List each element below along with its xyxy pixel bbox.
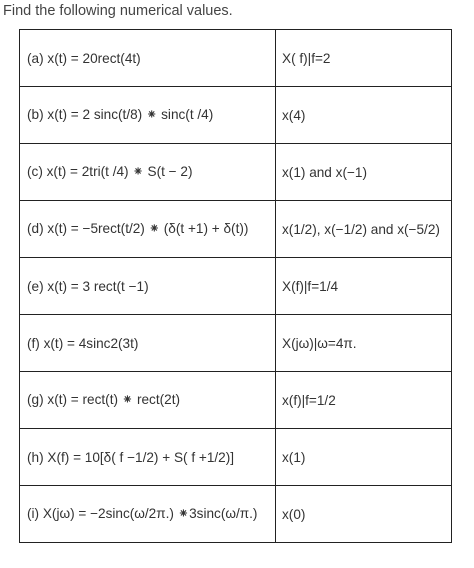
table-row — [20, 486, 452, 543]
expression-cell: (g) x(t) = rect(t) ⁕ rect(2t) — [20, 372, 276, 429]
find-cell: x(4) — [276, 87, 452, 144]
expression-cell: (c) x(t) = 2tri(t /4) ⁕ S(t − 2) — [20, 144, 276, 201]
expression-cell: (a) x(t) = 20rect(4t) — [20, 30, 276, 87]
expression-cell: (h) X(f) = 10[δ( f −1/2) + S( f +1/2)] — [20, 429, 276, 486]
find-cell: x(1/2), x(−1/2) and x(−5/2) — [276, 201, 452, 258]
table-row — [20, 258, 452, 315]
table-row — [20, 372, 452, 429]
table-row — [20, 144, 452, 201]
expression-cell: (i) X(jω) = −2sinc(ω/2π.) ⁕3sinc(ω/π.) — [20, 486, 276, 543]
find-cell: x(f)|f=1/2 — [276, 372, 452, 429]
table-row — [20, 315, 452, 372]
expression-cell: (b) x(t) = 2 sinc(t/8) ⁕ sinc(t /4) — [20, 87, 276, 144]
find-cell: x(1) and x(−1) — [276, 144, 452, 201]
find-cell: X(jω)|ω=4π. — [276, 315, 452, 372]
find-cell: X(f)|f=1/4 — [276, 258, 452, 315]
table-row — [20, 87, 452, 144]
expression-cell: (d) x(t) = −5rect(t/2) ⁕ (δ(t +1) + δ(t)) — [20, 201, 276, 258]
expression-cell: (f) x(t) = 4sinc2(3t) — [20, 315, 276, 372]
expression-cell: (e) x(t) = 3 rect(t −1) — [20, 258, 276, 315]
table-row — [20, 429, 452, 486]
table-row — [20, 201, 452, 258]
values-table — [19, 29, 452, 543]
find-cell: X( f)|f=2 — [276, 30, 452, 87]
table-row — [20, 30, 452, 87]
find-cell: x(0) — [276, 486, 452, 543]
find-cell: x(1) — [276, 429, 452, 486]
problem-heading: Find the following numerical values. — [3, 3, 233, 19]
